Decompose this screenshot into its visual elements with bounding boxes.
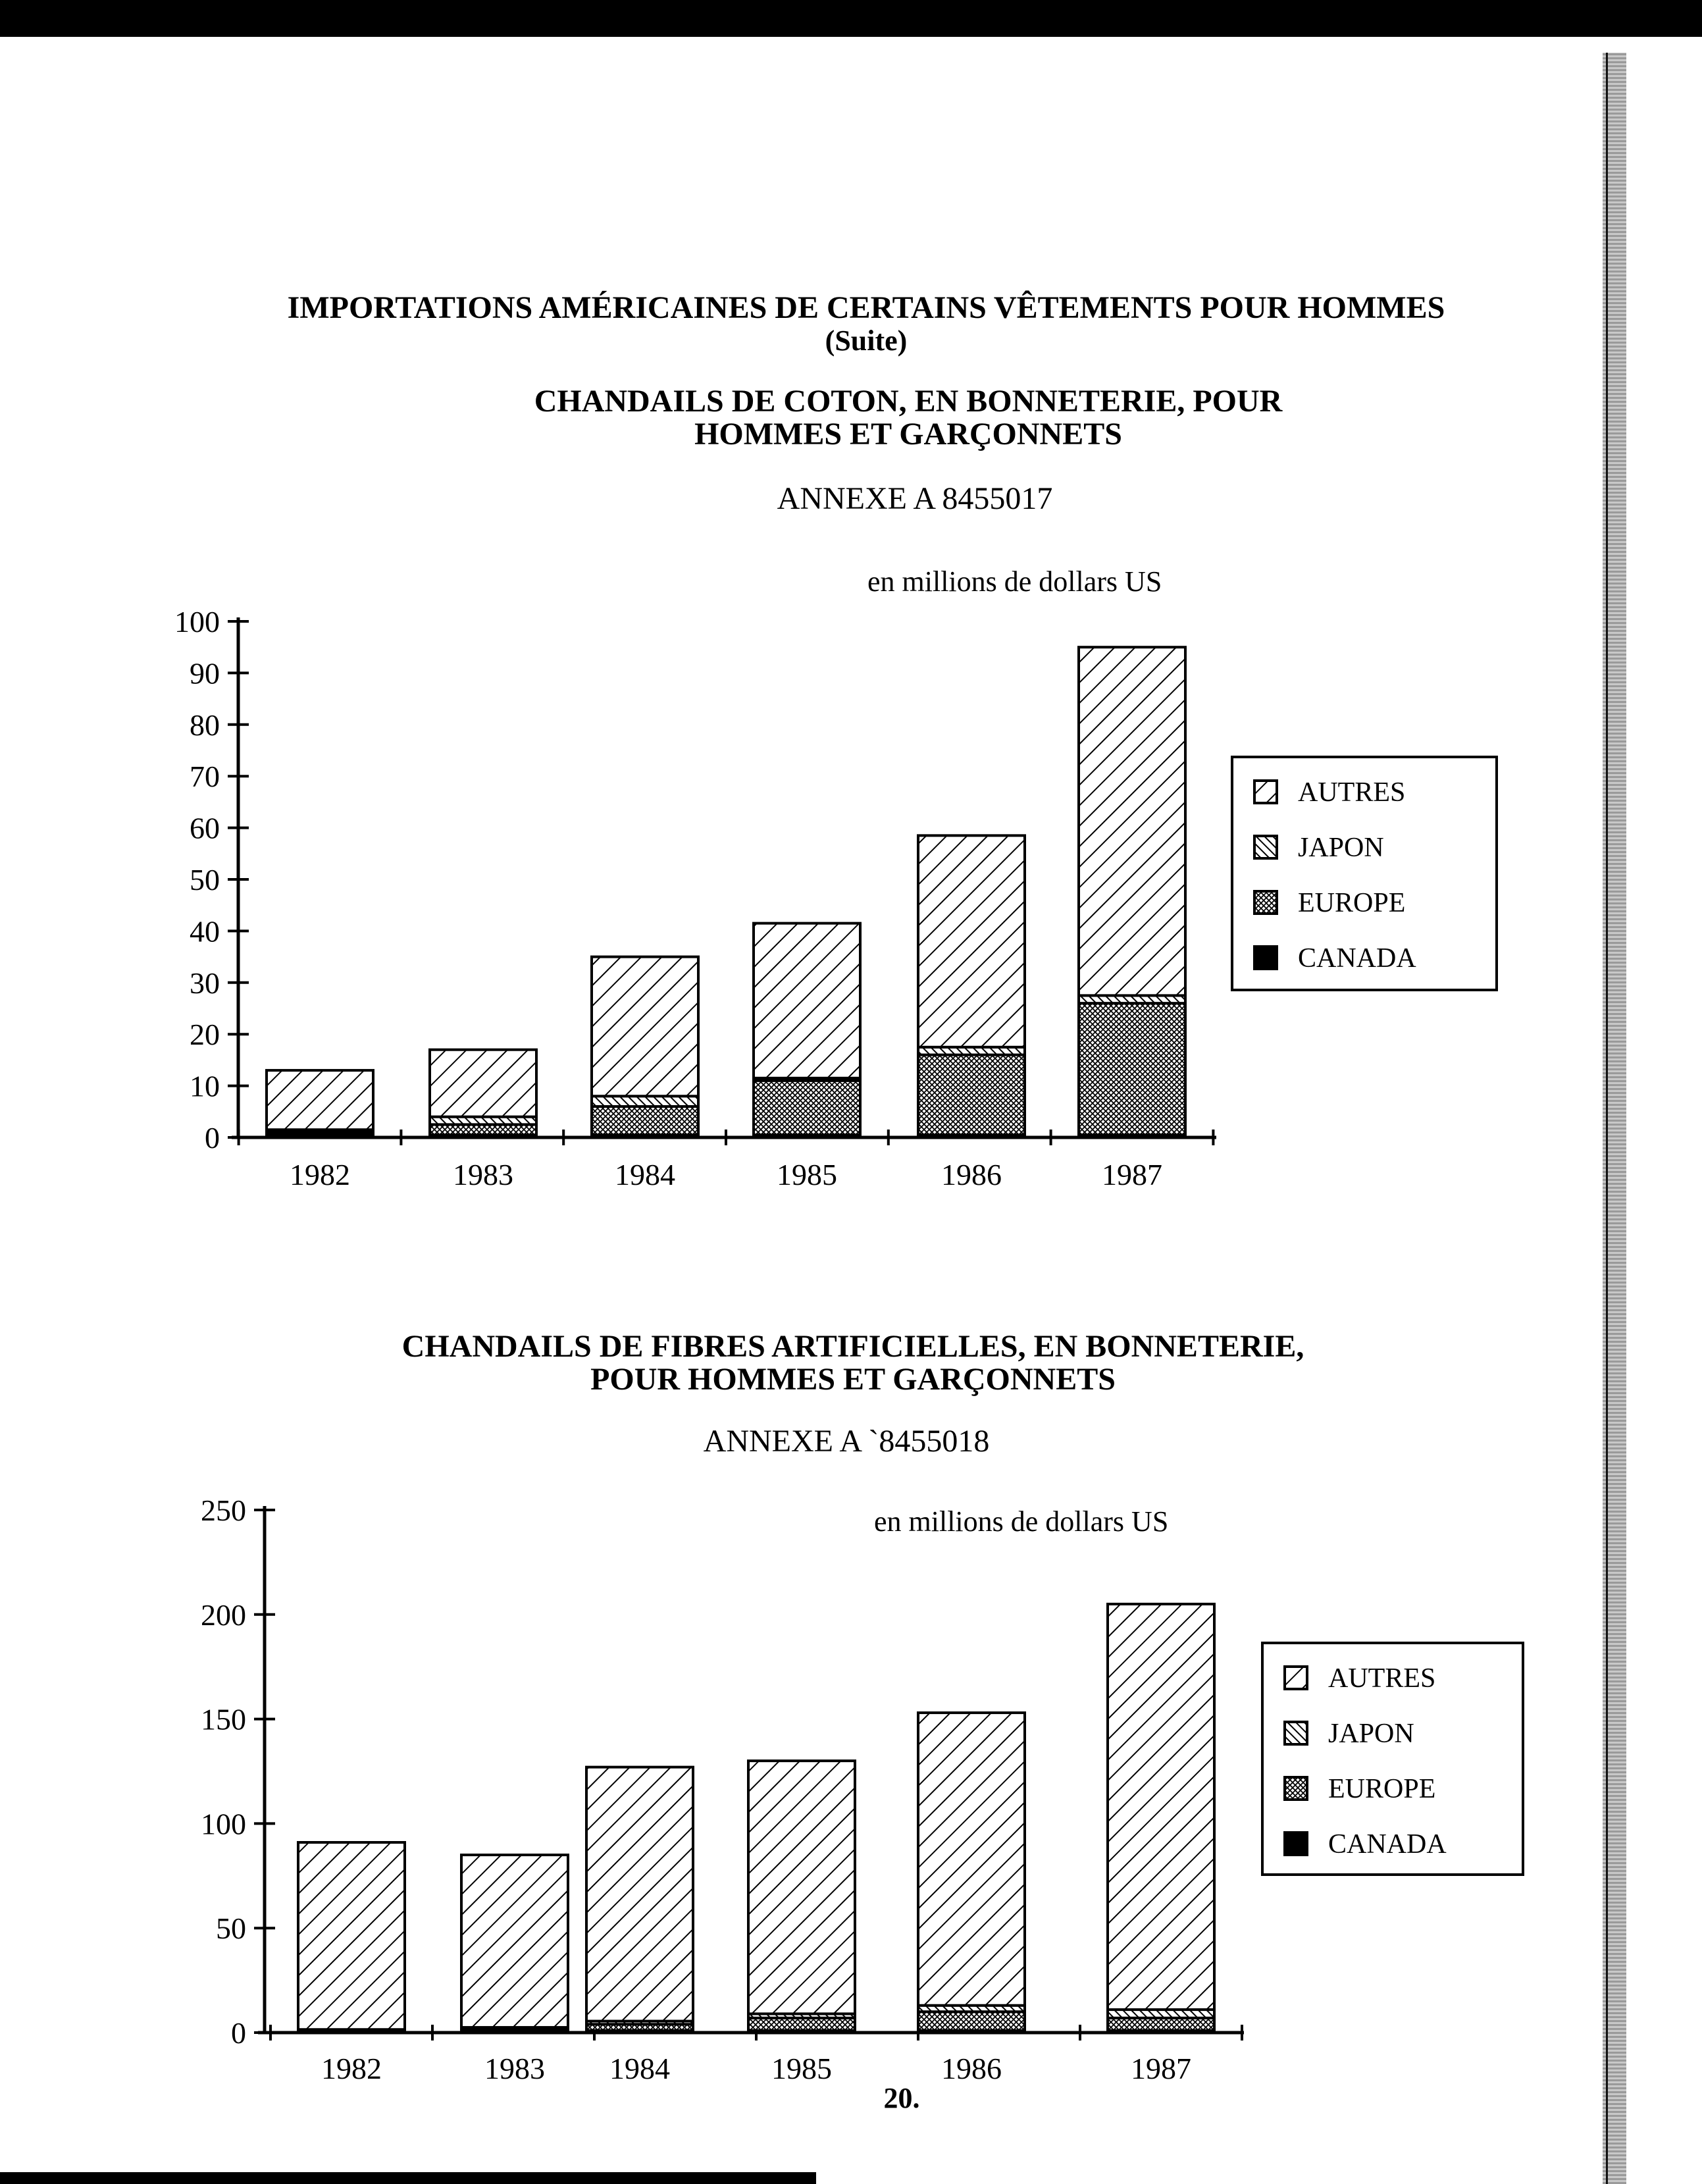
y-tick-label: 70 xyxy=(190,760,220,794)
bar-segment-europe xyxy=(1079,1003,1185,1135)
y-tick-label: 80 xyxy=(190,708,220,742)
y-tick-label: 40 xyxy=(190,914,220,949)
bar-1982 xyxy=(267,1070,373,1137)
x-tick-label: 1985 xyxy=(777,1158,837,1191)
legend-swatch-japon xyxy=(1285,1722,1307,1744)
bar-segment-autres xyxy=(267,1070,373,1130)
chart2-title-line2: POUR HOMMES ET GARÇONNETS xyxy=(590,1362,1116,1397)
bar-segment-autres xyxy=(754,923,860,1078)
chart-cotton xyxy=(174,605,1497,1191)
y-tick-label: 90 xyxy=(190,656,220,690)
y-tick-label: 0 xyxy=(231,2016,246,2050)
y-tick-label: 0 xyxy=(205,1121,220,1155)
bar-1987 xyxy=(1079,647,1185,1137)
bar-1985 xyxy=(748,1761,855,2033)
bar-1985 xyxy=(754,923,860,1137)
y-tick-label: 30 xyxy=(190,966,220,1000)
legend-label-japon: JAPON xyxy=(1328,1719,1414,1749)
x-tick-label: 1983 xyxy=(453,1158,513,1191)
x-tick-label: 1984 xyxy=(609,2052,670,2085)
x-tick-label: 1982 xyxy=(290,1158,350,1191)
bar-segment-autres xyxy=(430,1050,536,1117)
x-tick-label: 1983 xyxy=(484,2052,545,2085)
y-tick-label: 200 xyxy=(201,1598,246,1632)
y-tick-label: 100 xyxy=(174,605,220,638)
bar-1984 xyxy=(592,957,698,1137)
x-tick-label: 1987 xyxy=(1102,1158,1162,1191)
bar-segment-europe xyxy=(918,2012,1025,2031)
y-tick-label: 50 xyxy=(190,863,220,897)
y-tick-label: 50 xyxy=(216,1911,246,1946)
legend-label-japon: JAPON xyxy=(1298,833,1384,863)
legend-swatch-autres xyxy=(1285,1667,1307,1689)
x-tick-label: 1986 xyxy=(941,1158,1002,1191)
legend-label-autres: AUTRES xyxy=(1328,1663,1436,1694)
legend-label-canada: CANADA xyxy=(1328,1829,1447,1859)
bar-segment-japon xyxy=(592,1096,698,1106)
y-tick-label: 250 xyxy=(201,1494,246,1527)
bar-segment-autres xyxy=(748,1761,855,2014)
bar-1982 xyxy=(298,1842,405,2033)
chart1-annex: ANNEXE A 8455017 xyxy=(777,481,1053,516)
legend xyxy=(1262,1643,1523,1875)
bar-segment-europe xyxy=(754,1081,860,1135)
x-tick-label: 1985 xyxy=(771,2052,832,2085)
chart2-units: en millions de dollars US xyxy=(874,1505,1169,1538)
main-title: IMPORTATIONS AMÉRICAINES DE CERTAINS VÊTEMENTS POUR HOMMES xyxy=(287,290,1445,325)
bar-segment-autres xyxy=(592,957,698,1097)
bar-segment-europe xyxy=(1108,2018,1214,2031)
bar-1987 xyxy=(1108,1604,1214,2033)
legend-swatch-autres xyxy=(1254,781,1277,803)
bar-1983 xyxy=(461,1855,568,2033)
x-tick-label: 1982 xyxy=(321,2052,382,2085)
legend-swatch-japon xyxy=(1254,836,1277,858)
bar-1986 xyxy=(918,1713,1025,2033)
chart1-title-line2: HOMMES ET GARÇONNETS xyxy=(694,417,1122,452)
legend-label-canada: CANADA xyxy=(1298,943,1416,974)
chart2-title-line1: CHANDAILS DE FIBRES ARTIFICIELLES, EN BONNETERIE, xyxy=(401,1329,1304,1364)
bar-segment-autres xyxy=(586,1767,693,2021)
legend-label-autres: AUTRES xyxy=(1298,777,1406,808)
bar-segment-europe xyxy=(592,1106,698,1135)
bar-segment-autres xyxy=(918,1713,1025,2006)
x-tick-label: 1986 xyxy=(941,2052,1002,2085)
page-number: 20. xyxy=(883,2082,920,2114)
chart-artificial-fibres xyxy=(201,1494,1523,2085)
bar-segment-europe xyxy=(430,1124,536,1135)
bar-1983 xyxy=(430,1050,536,1137)
main-title-suite: (Suite) xyxy=(825,325,908,357)
bar-segment-autres xyxy=(918,835,1025,1047)
legend-swatch-canada xyxy=(1285,1833,1307,1855)
bar-segment-autres xyxy=(461,1855,568,2027)
bar-segment-autres xyxy=(298,1842,405,2029)
legend xyxy=(1232,757,1497,990)
y-tick-label: 60 xyxy=(190,811,220,845)
legend-label-europe: EUROPE xyxy=(1328,1774,1436,1804)
bar-1986 xyxy=(918,835,1025,1137)
legend-label-europe: EUROPE xyxy=(1298,888,1406,918)
bar-segment-autres xyxy=(1108,1604,1214,2010)
y-tick-label: 100 xyxy=(201,1807,246,1841)
y-tick-label: 10 xyxy=(190,1069,220,1103)
x-tick-label: 1987 xyxy=(1131,2052,1191,2085)
chart2-annex: ANNEXE A `8455018 xyxy=(703,1424,990,1459)
x-tick-label: 1984 xyxy=(615,1158,675,1191)
chart1-title-line1: CHANDAILS DE COTON, EN BONNETERIE, POUR xyxy=(534,384,1283,419)
legend-swatch-canada xyxy=(1254,947,1277,969)
y-tick-label: 150 xyxy=(201,1702,246,1736)
chart1-units: en millions de dollars US xyxy=(867,565,1162,598)
y-tick-label: 20 xyxy=(190,1018,220,1052)
bar-segment-autres xyxy=(1079,647,1185,995)
bar-1984 xyxy=(586,1767,693,2033)
legend-swatch-europe xyxy=(1254,891,1277,914)
bar-segment-europe xyxy=(748,2018,855,2031)
bar-segment-europe xyxy=(918,1055,1025,1135)
legend-swatch-europe xyxy=(1285,1777,1307,1800)
